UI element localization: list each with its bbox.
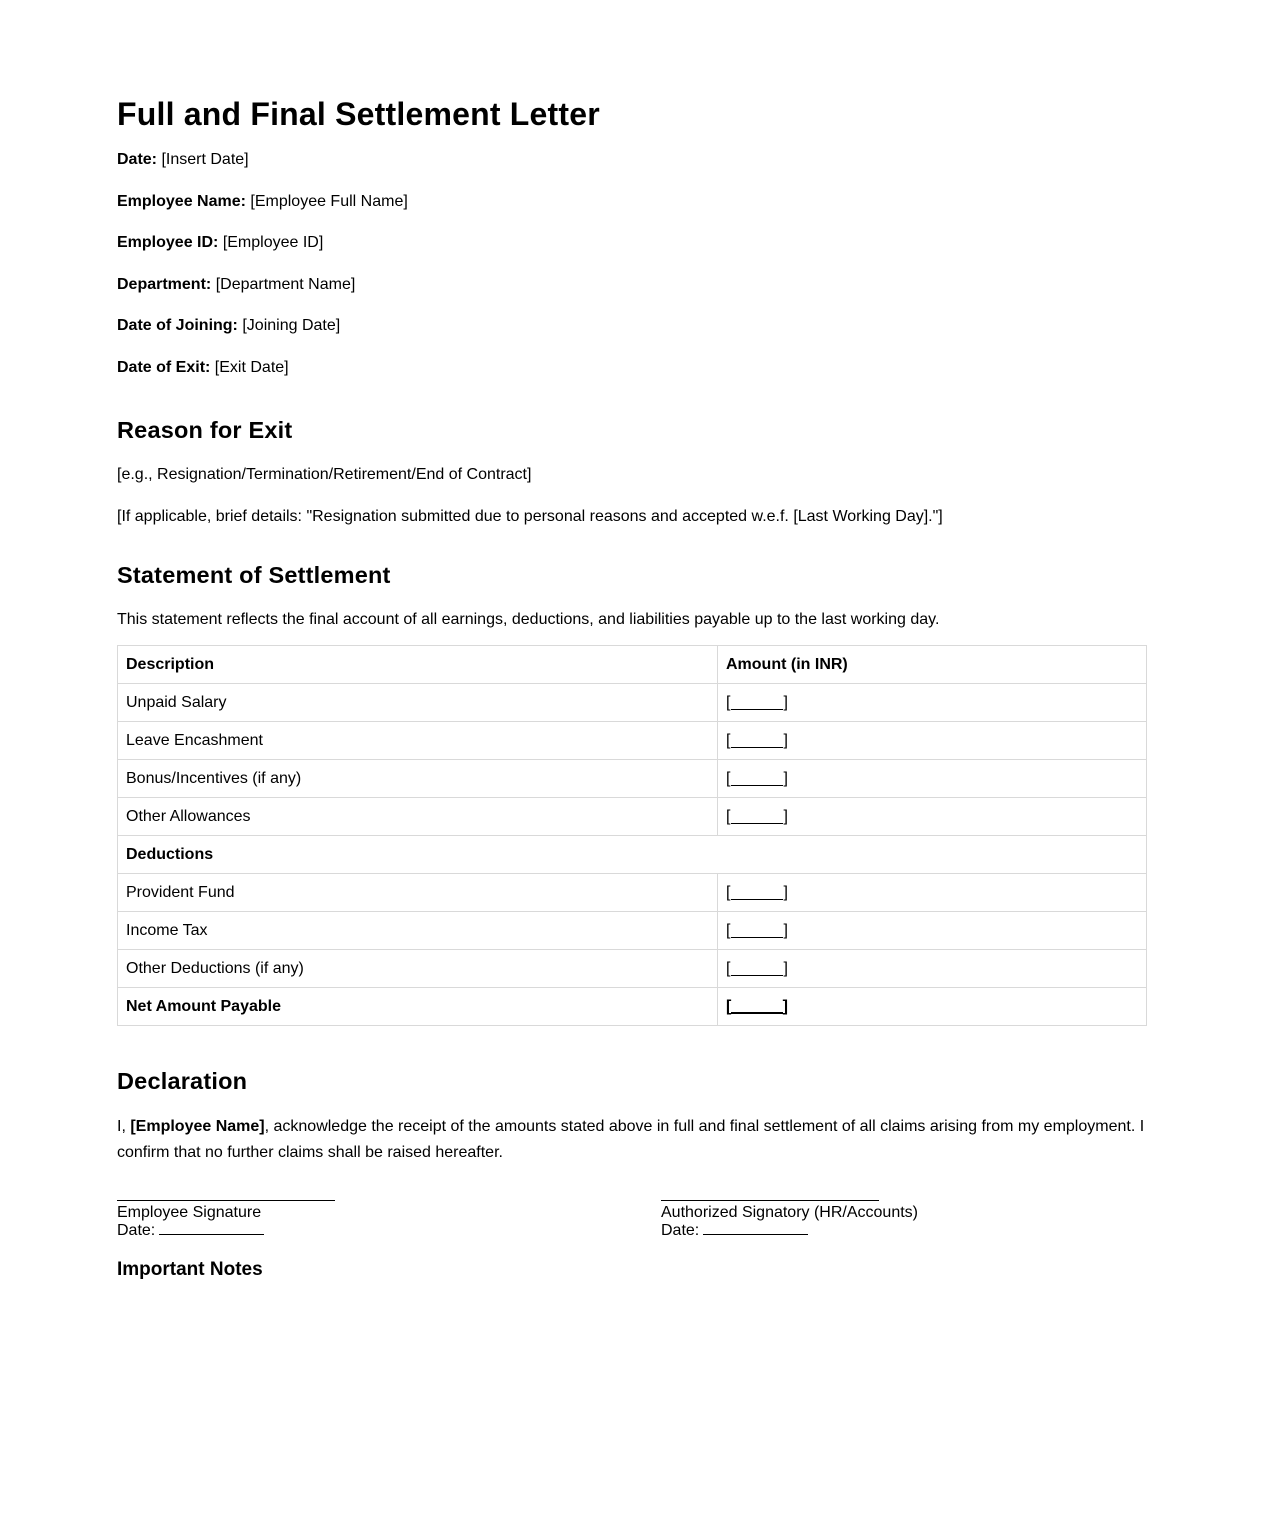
declaration-heading: Declaration (117, 1068, 248, 1094)
deductions-row (118, 836, 1147, 874)
authorized-date-row (661, 1222, 918, 1240)
amount-cell (718, 722, 1147, 760)
field-value: [Employee ID] (222, 234, 324, 251)
declaration-body: , acknowledge the receipt of the amounts stated above in full and final settlement of all claims arising from my employment. I confirm that no further claims shall be raised hereafter. (117, 1118, 1145, 1161)
amount-blank[interactable]: [ ] (726, 769, 788, 787)
authorized-signature-label: Authorized Signatory (HR/Accounts) (661, 1204, 918, 1221)
settlement-heading: Statement of Settlement (117, 562, 391, 588)
signature-line[interactable] (117, 1200, 335, 1201)
amount-cell (718, 684, 1147, 722)
amount-blank[interactable]: [ ] (726, 807, 788, 825)
row-description: Other Allowances (118, 798, 718, 836)
field-label: Department: (117, 275, 212, 293)
table-row (118, 950, 1147, 988)
letter (117, 94, 1146, 1280)
declaration-employee-name: [Employee Name] (130, 1118, 265, 1135)
field-label: Employee ID: (117, 234, 219, 251)
employee-date-row (117, 1222, 335, 1240)
net-amount-row (118, 988, 1147, 1026)
row-description: Bonus/Incentives (if any) (118, 760, 718, 798)
table-header-row (118, 646, 1147, 684)
employee-details (117, 150, 1146, 378)
declaration-section (117, 1066, 1146, 1166)
date-blank[interactable] (159, 1222, 264, 1235)
net-amount-label: Net Amount Payable (118, 988, 718, 1026)
field-value: [Employee Full Name] (250, 192, 408, 210)
date-label: Date: (117, 1222, 156, 1239)
important-notes-heading: Important Notes (117, 1259, 263, 1280)
row-description: Provident Fund (118, 874, 718, 912)
employee-name-field (117, 192, 1146, 212)
settlement-section (117, 560, 1146, 1026)
table-row (118, 760, 1147, 798)
row-description: Income Tax (118, 912, 718, 950)
field-value: [Exit Date] (214, 358, 289, 376)
row-description: Unpaid Salary (118, 684, 718, 722)
department-field (117, 275, 1146, 295)
authorized-signature (661, 1200, 918, 1240)
amount-cell (718, 912, 1147, 950)
column-header-amount: Amount (in INR) (718, 646, 1147, 684)
table-row (118, 798, 1147, 836)
field-value: [Joining Date] (242, 317, 341, 334)
signature-line[interactable] (661, 1200, 879, 1201)
page-title: Full and Final Settlement Letter (117, 96, 600, 132)
deductions-label: Deductions (118, 836, 1147, 874)
declaration-prefix: I, (117, 1118, 131, 1135)
amount-cell (718, 874, 1147, 912)
employee-id-field (117, 233, 1146, 253)
date-field (117, 150, 1146, 170)
employee-signature-label: Employee Signature (117, 1204, 262, 1221)
table-row (118, 684, 1147, 722)
amount-blank[interactable]: [ ] (726, 693, 788, 711)
settlement-table (117, 645, 1147, 1026)
amount-cell (718, 988, 1147, 1026)
signature-block (117, 1200, 1146, 1260)
amount-blank[interactable]: [ ] (726, 731, 788, 749)
declaration-text (117, 1114, 1146, 1166)
table-row (118, 722, 1147, 760)
table-row (118, 874, 1147, 912)
amount-cell (718, 760, 1147, 798)
field-value: [Insert Date] (161, 151, 249, 168)
reason-section (117, 415, 1146, 527)
net-amount-blank[interactable]: [ ] (726, 997, 788, 1015)
field-label: Date of Exit: (117, 358, 211, 376)
settlement-intro: This statement reflects the final account of all earnings, deductions, and liabilities payable up to the last working day. (117, 611, 940, 628)
field-label: Date: (117, 151, 158, 168)
row-description: Leave Encashment (118, 722, 718, 760)
reason-heading: Reason for Exit (117, 417, 293, 443)
reason-text: [e.g., Resignation/Termination/Retirement/End of Contract] (117, 466, 532, 483)
field-label: Employee Name: (117, 192, 246, 210)
date-of-joining-field (117, 316, 1146, 336)
date-blank[interactable] (703, 1222, 808, 1235)
amount-cell (718, 950, 1147, 988)
table-row (118, 912, 1147, 950)
amount-blank[interactable]: [ ] (726, 883, 788, 901)
reason-details: [If applicable, brief details: "Resignation submitted due to personal reasons and accepted w.e.f. [Last Working Day]."] (117, 507, 943, 525)
employee-signature (117, 1200, 335, 1240)
column-header-description: Description (118, 646, 718, 684)
amount-cell (718, 798, 1147, 836)
date-of-exit-field (117, 358, 1146, 378)
field-label: Date of Joining: (117, 317, 238, 334)
date-label: Date: (661, 1222, 700, 1239)
row-description: Other Deductions (if any) (118, 950, 718, 988)
amount-blank[interactable]: [ ] (726, 959, 788, 977)
field-value: [Department Name] (215, 275, 356, 293)
amount-blank[interactable]: [ ] (726, 921, 788, 939)
